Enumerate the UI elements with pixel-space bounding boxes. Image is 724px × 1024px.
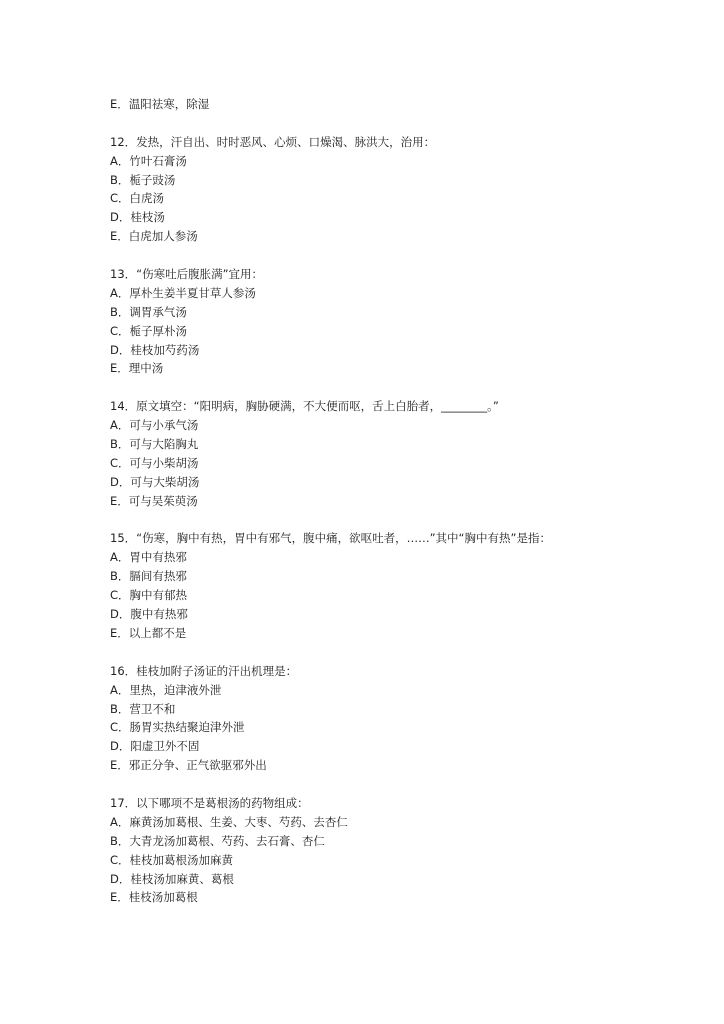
- option-b: B．调胃承气汤: [110, 304, 187, 319]
- option-b: B．栀子豉汤: [110, 172, 176, 187]
- option-c: C．白虎汤: [110, 191, 165, 206]
- option-c: C．可与小柴胡汤: [110, 455, 199, 470]
- spacer: [110, 511, 670, 530]
- option-a: A．厚朴生姜半夏甘草人参汤: [110, 285, 256, 300]
- question-stem: 16．桂枝加附子汤证的汗出机理是：: [110, 663, 298, 678]
- option-e: E．桂枝汤加葛根: [110, 890, 198, 905]
- option-e: E．邪正分争、正气欲驱邪外出: [110, 758, 267, 773]
- option-d: D．阳虚卫外不固: [110, 739, 200, 754]
- option-a: A．麻黄汤加葛根、生姜、大枣、芍药、去杏仁: [110, 814, 348, 829]
- question-13: [110, 265, 670, 378]
- question-stem: 14．原文填空：“阳明病，胸胁硬满，不大便而呕，舌上白胎者，________。”: [110, 399, 499, 414]
- option-c: C．肠胃实热结聚迫津外泄: [110, 720, 245, 735]
- lead-option: E．温阳祛寒，除湿: [110, 97, 210, 111]
- question-stem: 17．以下哪项不是葛根汤的药物组成：: [110, 795, 309, 810]
- question-stem: 12．发热，汗自出、时时恶风、心烦、口燥渴、脉洪大，治用：: [110, 134, 436, 149]
- option-e: E．理中汤: [110, 361, 164, 376]
- option-e: E．以上都不是: [110, 625, 187, 640]
- spacer: [110, 246, 670, 265]
- option-a: A．可与小承气汤: [110, 418, 199, 433]
- spacer: [110, 378, 670, 397]
- option-a: A．胃中有热邪: [110, 550, 187, 565]
- option-c: C．栀子厚朴汤: [110, 323, 188, 338]
- option-a: A．竹叶石膏汤: [110, 153, 187, 168]
- question-stem: 15．“伤寒，胸中有热，胃中有邪气，腹中痛，欲呕吐者，……”其中“胸中有热”是指：: [110, 531, 551, 546]
- option-d: D．腹中有热邪: [110, 607, 188, 622]
- question-14: [110, 397, 670, 510]
- question-17: [110, 794, 670, 907]
- question-16: [110, 662, 670, 775]
- option-c: C．胸中有郁热: [110, 588, 188, 603]
- option-e: E．白虎加人参汤: [110, 229, 198, 244]
- spacer: [110, 643, 670, 662]
- option-e: E．可与吴茱萸汤: [110, 493, 198, 508]
- option-a: A．里热，迫津液外泄: [110, 682, 222, 697]
- spacer: [110, 114, 670, 133]
- option-d: D．桂枝汤加麻黄、葛根: [110, 871, 234, 886]
- option-b: B．营卫不和: [110, 701, 176, 716]
- option-b: B．可与大陷胸丸: [110, 437, 199, 452]
- question-15: [110, 529, 670, 642]
- question-list: [110, 95, 670, 907]
- spacer: [110, 775, 670, 794]
- question-12: [110, 133, 670, 246]
- option-d: D．可与大柴胡汤: [110, 474, 200, 489]
- option-b: B．膈间有热邪: [110, 569, 187, 584]
- option-d: D．桂枝加芍药汤: [110, 342, 200, 357]
- option-c: C．桂枝加葛根汤加麻黄: [110, 852, 234, 867]
- option-d: D．桂枝汤: [110, 210, 165, 225]
- option-b: B．大青龙汤加葛根、芍药、去石膏、杏仁: [110, 833, 325, 848]
- question-stem: 13．“伤寒吐后腹胀满”宜用：: [110, 267, 264, 282]
